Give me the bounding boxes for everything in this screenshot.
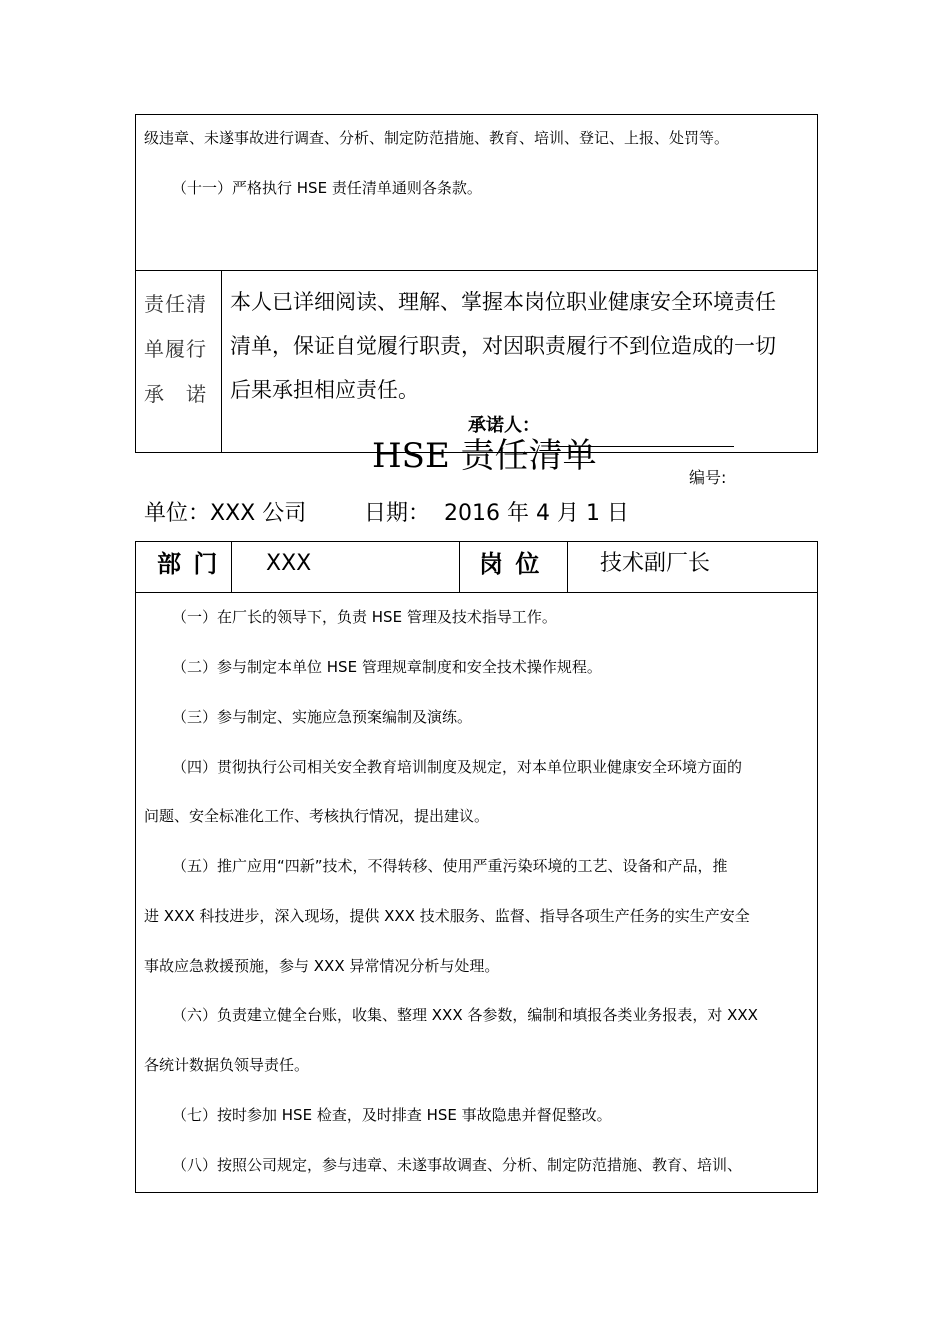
promiser-label: 承诺人： <box>468 415 540 436</box>
date-line: 日期： 2016 年 4 月 1 日 <box>364 501 629 526</box>
duty-line: （二）参与制定本单位 HSE 管理规章制度和安全技术操作规程。 <box>172 658 602 676</box>
duty-line: （一）在厂长的领导下，负责 HSE 管理及技术指导工作。 <box>172 608 557 626</box>
commitment-label <box>144 282 216 417</box>
unit-line: 单位：XXX 公司 <box>144 501 307 526</box>
header-divider-3 <box>567 541 568 592</box>
duty-line: （四）贯彻执行公司相关安全教育培训制度及规定，对本单位职业健康安全环境方面的 <box>172 758 743 776</box>
top-table-divider <box>135 270 818 271</box>
commitment-column-divider <box>221 270 222 453</box>
duty-line: （六）负责建立健全台账，收集、整理 XXX 各参数，编制和填报各类业务报表，对 XXX <box>172 1006 758 1024</box>
duty-line: （五）推广应用“四新”技术，不得转移、使用严重污染环境的工艺、设备和产品，推 <box>172 857 728 875</box>
duty-line: 各统计数据负领导责任。 <box>144 1056 310 1074</box>
post-value: 技术副厂长 <box>600 551 711 576</box>
duty-line: 事故应急救援预施，参与 XXX 异常情况分析与处理。 <box>144 957 500 975</box>
document-title: HSE 责任清单 <box>372 436 597 476</box>
dept-label: 部 门 <box>157 550 220 578</box>
header-divider-2 <box>459 541 460 592</box>
commitment-label-line: 承 诺 <box>144 382 207 406</box>
duty-line: （七）按时参加 HSE 检查，及时排查 HSE 事故隐患并督促整改。 <box>172 1106 612 1124</box>
duty-eleven-line: （十一）严格执行 HSE 责任清单通则各条款。 <box>172 179 482 197</box>
dept-value: XXX <box>266 551 312 576</box>
header-divider-1 <box>231 541 232 592</box>
commitment-label-line: 单履行 <box>144 337 207 361</box>
commitment-text-line: 后果承担相应责任。 <box>230 378 419 402</box>
duty-continuation-line: 级违章、未遂事故进行调查、分析、制定防范措施、教育、培训、登记、上报、处罚等。 <box>144 129 730 147</box>
duty-line: 问题、安全标准化工作、考核执行情况，提出建议。 <box>144 807 490 825</box>
commitment-text <box>230 280 818 412</box>
duty-line: 进 XXX 科技进步，深入现场，提供 XXX 技术服务、监督、指导各项生产任务的实生产安全 <box>144 907 750 925</box>
duty-line: （八）按照公司规定，参与违章、未遂事故调查、分析、制定防范措施、教育、培训、 <box>172 1156 743 1174</box>
post-label: 岗 位 <box>479 550 542 578</box>
commitment-text-line: 清单，保证自觉履行职责，对因职责履行不到位造成的一切 <box>230 334 776 358</box>
number-label: 编号: <box>689 468 727 487</box>
header-row-divider <box>135 592 818 593</box>
commitment-label-line: 责任清 <box>144 292 207 316</box>
commitment-text-line: 本人已详细阅读、理解、掌握本岗位职业健康安全环境责任 <box>230 290 776 314</box>
duty-line: （三）参与制定、实施应急预案编制及演练。 <box>172 708 473 726</box>
